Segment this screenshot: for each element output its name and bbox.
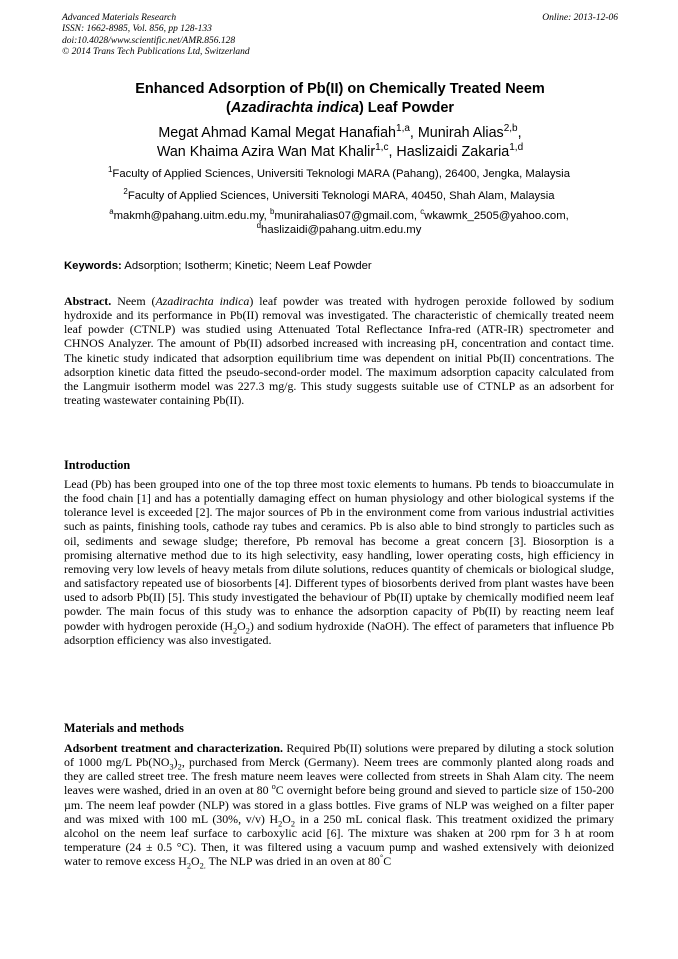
affiliation-text: Faculty of Applied Sciences, Universiti Teknologi MARA, 40450, Shah Alam, Malaysia [127,190,555,202]
email-list [40,207,638,237]
author-sup: 1,d [509,141,524,153]
author-name: Haslizaidi Zakaria [396,143,510,160]
methods-text: , purchased from Merck (Germany). Neem trees are commonly planted along roads and they are called street tree. The fresh mature neem leaves were collected from streets in Shah Alam city. The neem leaves were washed, dried in an oven at 80 [64,755,614,798]
journal-issn: ISSN: 1662-8985, Vol. 856, pp 128-133 [62,24,212,35]
paper-title [62,80,618,118]
journal-header [62,13,618,59]
subscript: 2 [278,819,283,829]
methods-text: The NLP was dried in an oven at 80 [205,854,380,869]
journal-doi: doi:10.4028/www.scientific.net/AMR.856.128 [62,35,236,46]
abstract [64,294,614,407]
affiliation-sup: 1 [108,165,113,175]
author-sup: 2,b [503,123,518,135]
abstract-species: Azadirachta indica [155,294,250,308]
methods-text: O [282,811,291,826]
introduction-text: Lead (Pb) has been grouped into one of the top three most toxic elements to humans. Pb tends to bioaccumulate in the food chain [1] and has a potentially damaging effect on human physiology and other biological systems if the tolerance level is exceeded [2]. The major sources of Pb in the environment come from various industrial activities such as paints, finishing tools, cathode ray tubes and ceramics. Pb is also able to bind strongly to particles such as oil, sediments and sewage sludge; therefore, Pb removal has become a great concern [3]. Biosorption is a promising alternative method due to its high selectivity, easy handling, lower operating costs, high efficiency in removing very low levels of heavy metals from dilute solutions, reduces quantity of chemicals or biological sludge, and satisfactory repeated use of biosorbents [4]. Different types of biosorbents derived from plant wastes have been used to adsorb Pb(II) [5]. This study investigated the behaviour of Pb(II) uptake by chemically modified neem leaf powder. The main focus of this study was to enhance the adsorption capacity of Pb(II) by reacting neem leaf powder with hydrogen peroxide (H [64,477,614,633]
title-line-2: (Azadirachta indica) Leaf Powder [225,100,455,116]
affiliation-1 [40,167,638,181]
email-line-2 [40,220,638,238]
subscript: 2 [245,625,250,635]
superscript: ° [379,853,384,863]
email-link[interactable]: munirahalias07@gmail.com [274,210,414,222]
abstract-text: ) leaf powder was treated with hydrogen peroxide followed by sodium hydroxide and its performance in Pb(II) removal was investigated. The characteristic of chemically treated neem leaf powder (CTNLP) was studied using Attenuated Total Reflectance Infra-red (ATR-IR) spectrometer and CHNOS Analyzer. The amount of Pb(II) adsorbed increased with increasing pH, concentration and contact time. The kinetic study indicated that adsorption equilibrium time was dependent on initial Pb(II) concentrations. The adsorption kinetic data fitted the pseudo-second-order model. The maximum adsorption capacity calculated from the Langmuir isotherm model was 227.3 mg/g. This study suggests suitable use of CTNLP as an adsorbent for treating wastewater containing Pb(II). [64,294,615,408]
author-sup: 1,c [375,141,389,153]
superscript: o [271,782,276,792]
methods-paragraph [64,741,615,871]
methods-heading: Materials and methods [64,721,184,735]
email-sup: a [109,207,114,217]
author-name: Megat Ahmad Kamal Megat Hanafiah [158,125,397,141]
subscript: 2. [199,861,206,871]
abstract-text: Neem ( [111,294,156,308]
methods-text: O [191,854,200,869]
subscript: 3 [169,762,174,772]
methods-text: C [383,854,392,869]
title-line-2-rest: Leaf Powder [363,100,455,116]
subscript: 2 [232,625,238,635]
author-list [62,124,618,161]
methods-text: Required Pb(II) solutions were prepared by diluting a stock solution of 1000 mg/L Pb(NO [64,741,614,770]
keywords-text: Adsorption; Isotherm; Kinetic; Neem Leaf Powder [121,260,372,272]
introduction-paragraph [64,477,614,647]
title-species: Azadirachta indica [230,100,359,116]
methods-text: C overnight before being ground and sieved to particle size of 150-200 µm. The neem leaf powder (NLP) was stored in a glass bottles. Five grams of NLP was weighed on a filter paper and was mixed with 100 mL (30%, v/v) H [64,783,615,826]
introduction-text: ) and sodium hydroxide (NaOH). The effect of parameters that influence Pb adsorption efficiency was also investigated. [64,618,614,647]
title-line-1: Enhanced Adsorption of Pb(II) on Chemically Treated Neem [135,81,545,97]
email-sup: b [269,207,275,217]
introduction-text: O [237,618,246,633]
journal-copyright: © 2014 Trans Tech Publications Ltd, Switzerland [62,47,250,58]
email-sup: d [256,220,262,230]
author-line-1: Megat Ahmad Kamal Megat Hanafiah$^{1,a}$, Munirah Alias$^{2,b}$, [158,123,522,141]
author-name: Wan Khaima Azira Wan Mat Khalir [156,143,376,160]
affiliation-2 [40,189,638,203]
methods-subheading: Adsorbent treatment and characterization. [64,741,283,755]
author-line-2: Wan Khaima Azira Wan Mat Khalir$^{1,c}$, Haslizaidi Zakaria$^{1,d}$ [156,141,524,160]
methods-text: ) [173,755,178,770]
keywords-label: Keywords: [64,260,122,272]
abstract-label: Abstract. [64,294,112,308]
affiliation-text: Faculty of Applied Sciences, Universiti Teknologi MARA (Pahang), 26400, Jengka, Malaysia [112,168,570,180]
methods-text: in a 250 mL conical flask. This treatment oxidized the primary alcohol on the neem leaf surface to carboxylic acid [6]. The mixture was shaken at 200 rpm for 3 h at room temperature (24 ± 0.5 °C). Then, it was filtered using a vacuum pump and washed extensively with deionized water to remove excess H [64,811,614,869]
email-link[interactable]: makmh@pahang.uitm.edu.my [113,210,264,222]
introduction-heading: Introduction [64,458,131,472]
email-line-1: $^a$makmh@pahang.uitm.edu.my, $^b$munirahalias07@gmail.com, $^c$wkawmk_2505@yahoo.com, [109,207,569,222]
affiliation-sup: 2 [123,187,128,197]
subscript: 2 [290,819,296,829]
online-date: Online: 2013-12-06 [542,13,618,23]
subscript: 2 [177,762,182,772]
email-link[interactable]: haslizaidi@pahang.uitm.edu.my [261,223,422,236]
email-sup: c [420,207,425,217]
keywords [64,260,616,272]
author-name: Munirah Alias [417,125,504,141]
subscript: 2 [186,861,191,871]
journal-name: Advanced Materials Research [62,13,177,23]
email-link[interactable]: wkawmk_2505@yahoo.com [424,210,566,222]
author-sup: 1,a [396,123,410,135]
